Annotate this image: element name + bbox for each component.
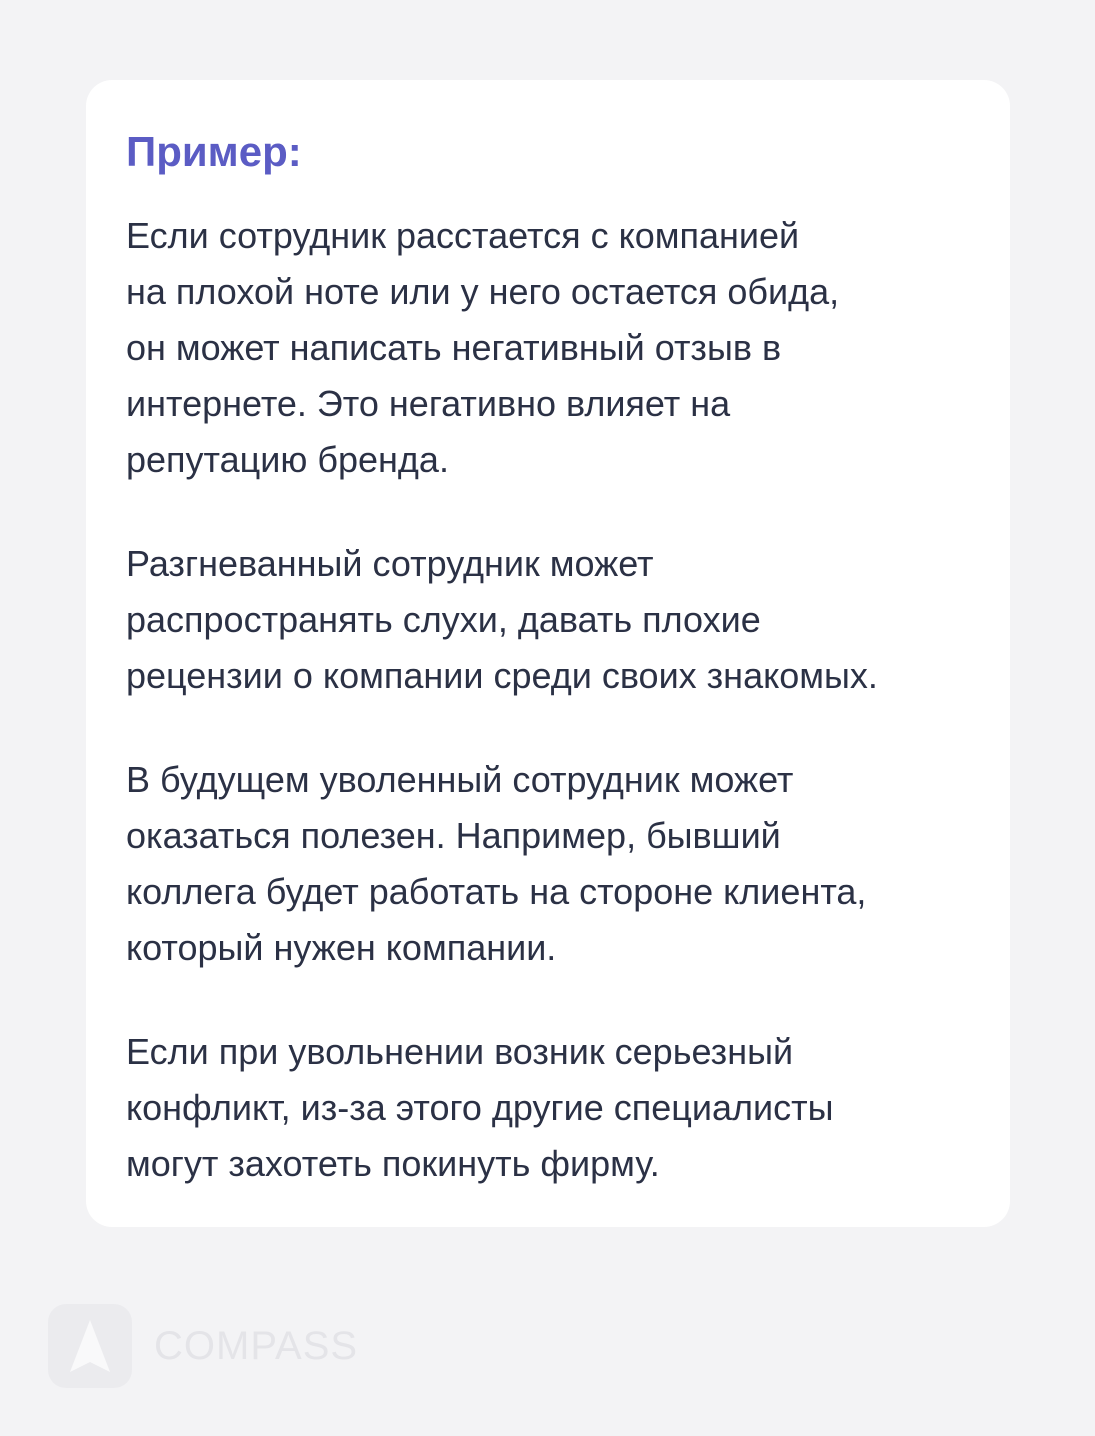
- paragraph-line: коллега будет работать на стороне клиента,: [126, 871, 867, 912]
- paragraph-line: распространять слухи, давать плохие: [126, 599, 761, 640]
- paragraph-line: оказаться полезен. Например, бывший: [126, 815, 781, 856]
- paragraph-line: Разгневанный сотрудник может: [126, 543, 654, 584]
- paragraph-line: репутацию бренда.: [126, 439, 449, 480]
- card-title: Пример:: [126, 128, 302, 175]
- compass-arrow-icon: [48, 1304, 132, 1388]
- paragraph-line: на плохой ноте или у него остается обида,: [126, 271, 840, 312]
- paragraph-1: [126, 208, 970, 488]
- paragraph-line: могут захотеть покинуть фирму.: [126, 1143, 660, 1184]
- paragraph-4: [126, 1024, 970, 1192]
- example-card: [86, 80, 1010, 1227]
- brand-name: COMPASS: [154, 1323, 359, 1368]
- paragraph-line: интернете. Это негативно влияет на: [126, 383, 731, 424]
- paragraph-line: конфликт, из-за этого другие специалисты: [126, 1087, 834, 1128]
- paragraph-line: Если сотрудник расстается с компанией: [126, 215, 800, 256]
- paragraph-2: [126, 536, 970, 704]
- paragraph-line: он может написать негативный отзыв в: [126, 327, 782, 368]
- brand-watermark: [48, 1304, 358, 1388]
- paragraph-line: В будущем уволенный сотрудник может: [126, 759, 794, 800]
- paragraph-line: который нужен компании.: [126, 927, 557, 968]
- paragraph-line: Если при увольнении возник серьезный: [126, 1031, 794, 1072]
- paragraph-3: [126, 752, 970, 976]
- paragraph-line: рецензии о компании среди своих знакомых.: [126, 655, 878, 696]
